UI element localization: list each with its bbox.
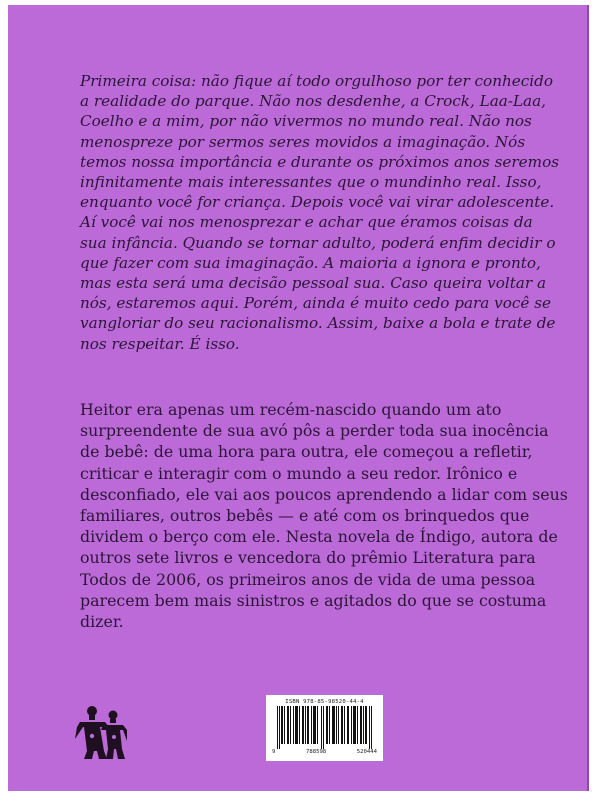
back-cover	[8, 5, 589, 791]
barcode-digit-group-1: 788598	[305, 749, 327, 755]
barcode-digit-group-2: 520444	[356, 749, 377, 755]
quote-paragraph: Primeira coisa: não fique aí todo orgulhoso por ter conhecido a realidade do parque. Não nos desdenhe, a Crock, Laa-Laa, Coelho e a mim, por não vivermos no mundo real. Não nos menospreze por sermos seres movidos a imaginação. Nós temos nossa importância e durante os próximos anos seremos infinitamente mais interessantes que o mundinho real. Isso, enquanto você for criança. Depois você vai virar adolescente. Aí você vai nos menosprezar e achar que éramos coisas da sua infância. Quando se tornar adulto, poderá enfim decidir o que fazer com sua imaginação. A maioria a ignora e pronto, mas esta será uma decisão pessoal sua. Caso queira voltar a nós, estaremos aqui. Porém, ainda é muito cedo para você se vangloriar do seu racionalismo. Assim, baixe a bola e trate de nos respeitar. É isso.	[80, 72, 560, 353]
synopsis-paragraph: Heitor era apenas um recém-nascido quando um ato surpreendente de sua avó pôs a perder toda sua inocência de bebê: de uma hora para outra, ele começou a refletir, criticar e interagir com o mundo a seu redor. Irônico e desconfiado, ele vai aos poucos aprendendo a lidar com seus familiares, outros bebês — e até com os brinquedos que dividem o berço com ele. Nesta novela de Índigo, autora de outros sete livros e vencedora do prêmio Literatura para Todos de 2006, os primeiros anos de vida de uma pessoa parecem bem mais sinistros e agitados do que se costuma dizer.	[80, 400, 568, 632]
publisher-logo-icon	[75, 703, 127, 761]
barcode-digit-first: 9	[272, 749, 276, 755]
barcode-bars-icon	[272, 706, 377, 749]
isbn-barcode	[266, 695, 383, 761]
isbn-label: ISBN 978-85-98520-44-4	[285, 699, 364, 705]
barcode-digits	[272, 749, 377, 756]
